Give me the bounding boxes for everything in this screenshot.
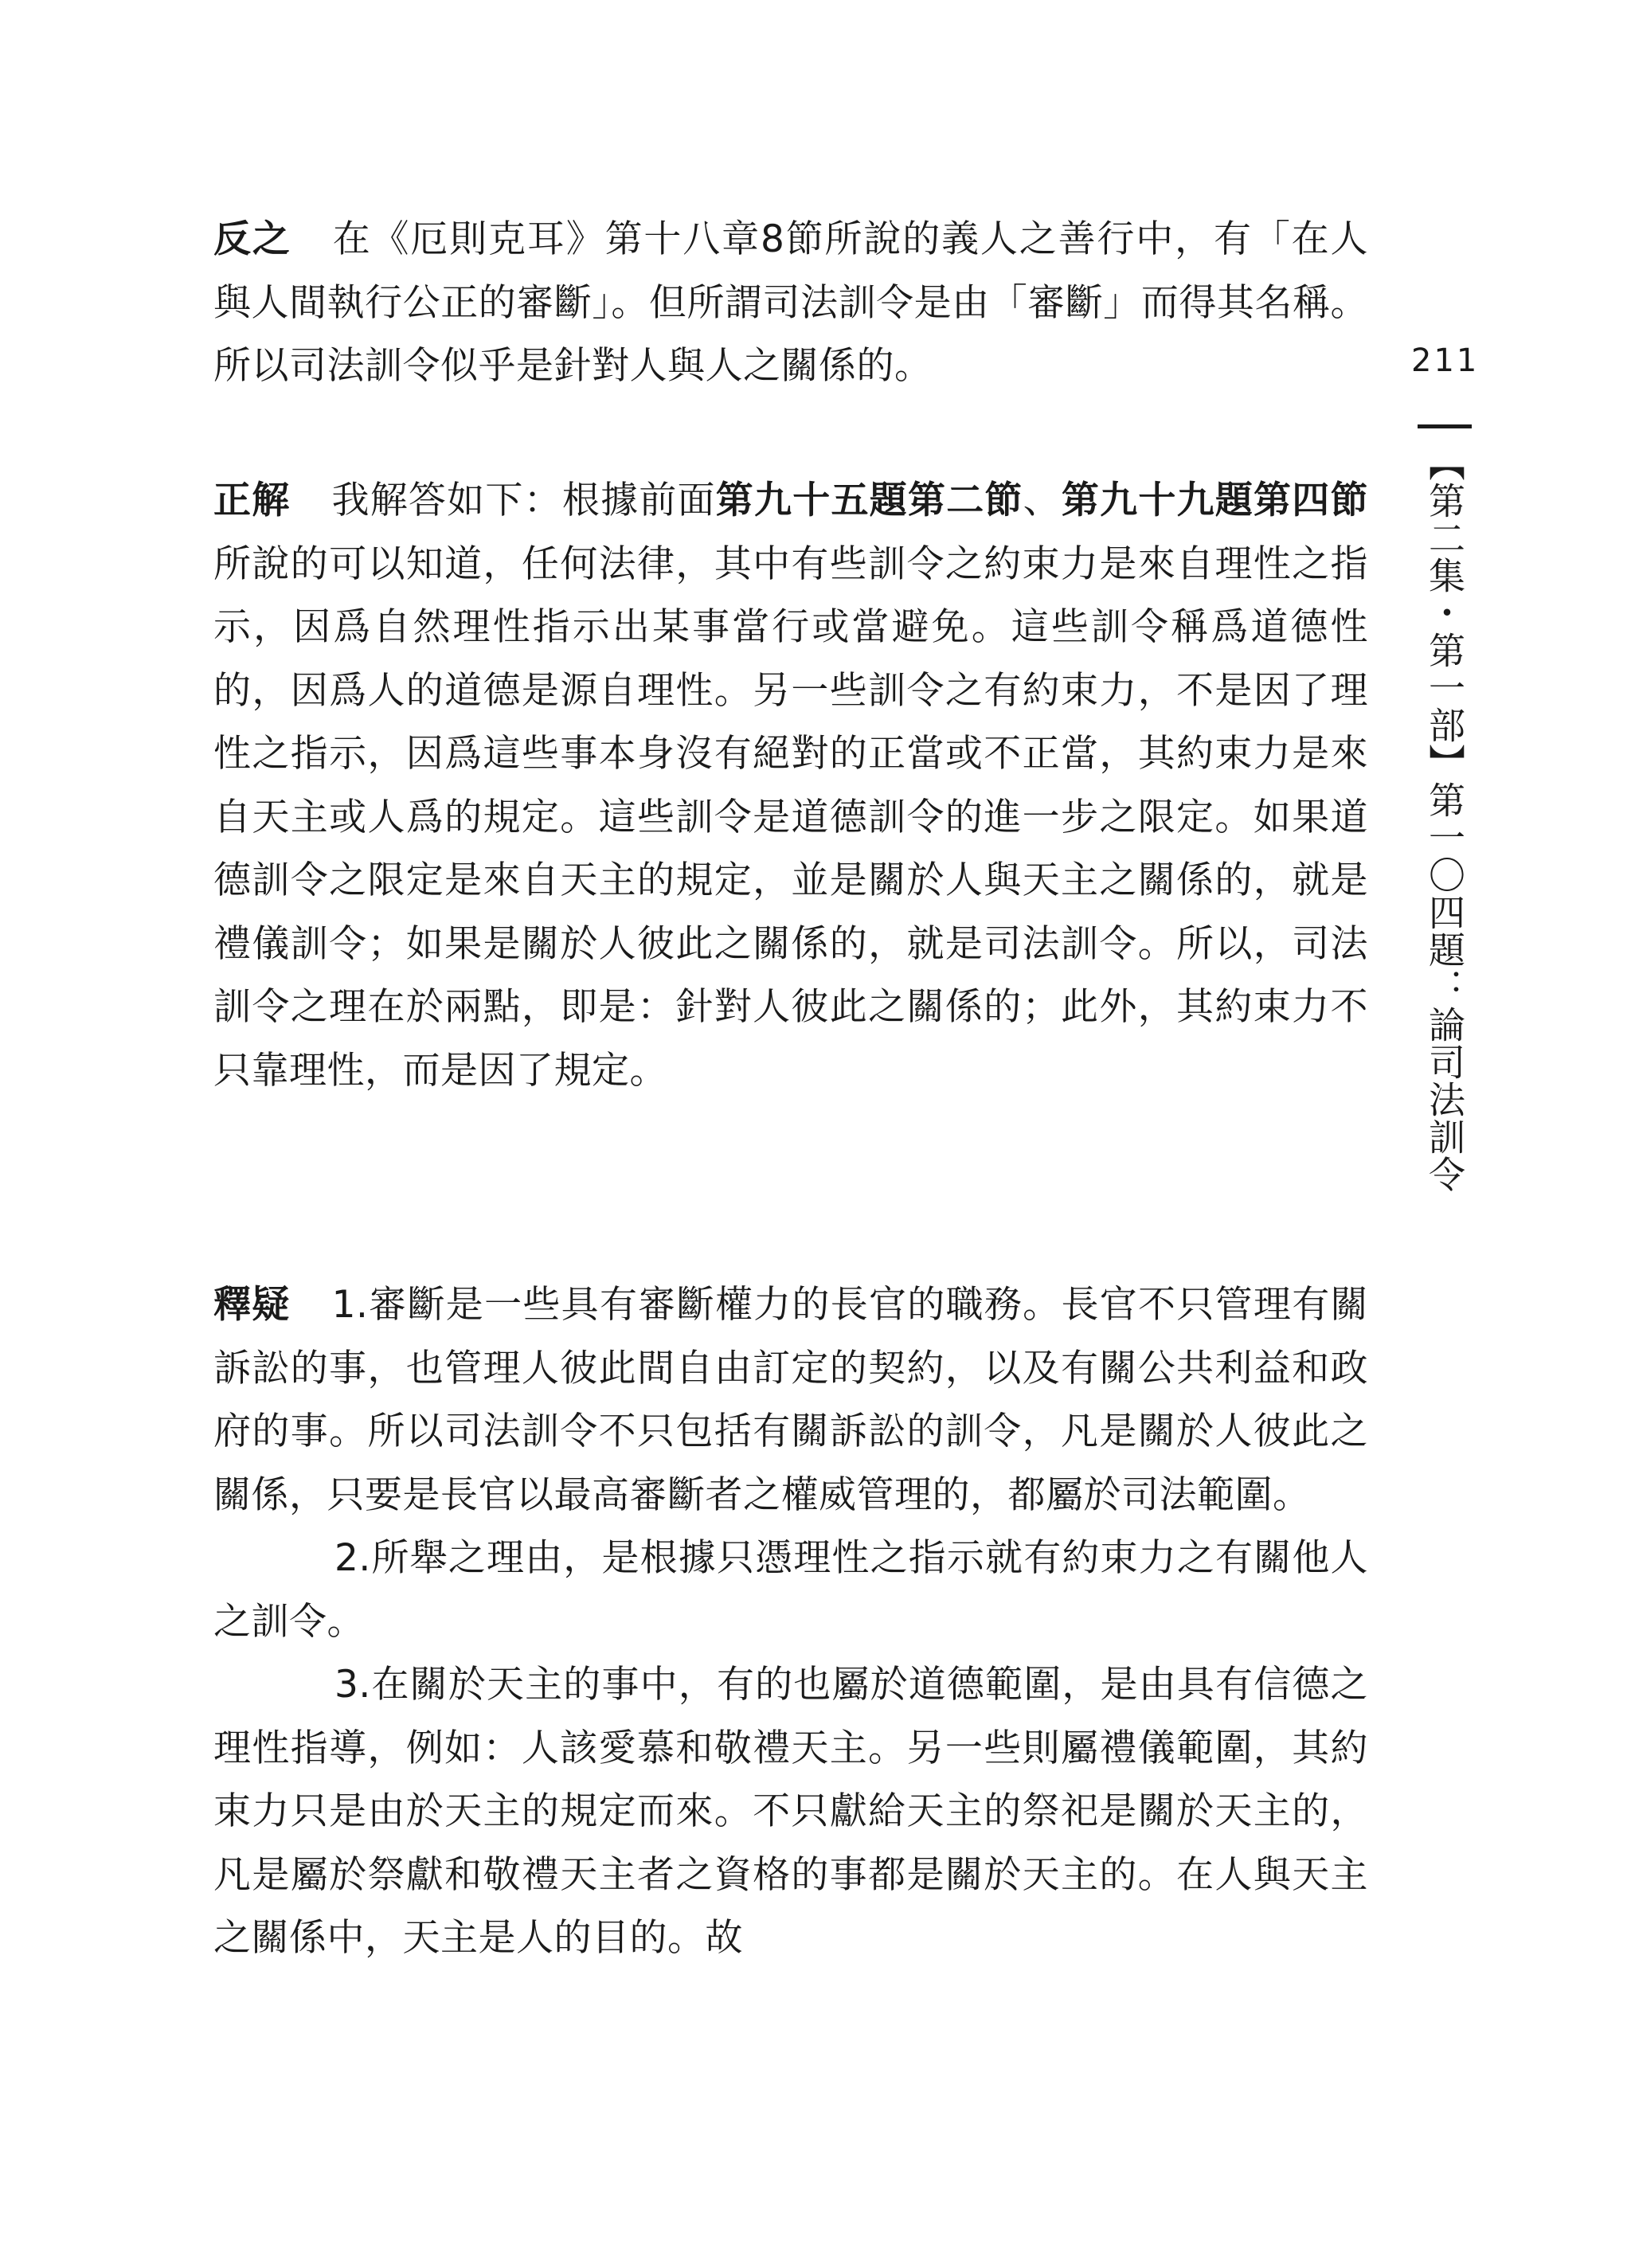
reply-1-text: 1.審斷是一些具有審斷權力的長官的職務。長官不只管理有關訴訟的事，也管理人彼此間自由訂定的契約，以及有關公共利益和政府的事。所以司法訓令不只包括有關訴訟的訓令，凡是關於人彼此之關係，只要是長官以最高審斷者之權威管理的，都屬於司法範圍。 bbox=[213, 1283, 1369, 1517]
reply-3: 3.在關於天主的事中，有的也屬於道德範圍，是由具有信德之理性指導，例如：人該愛慕和敬禮天主。另一些則屬禮儀範圍，其約束力只是由於天主的規定而來。不只獻給天主的祭祀是關於天主的，凡是屬於祭獻和敬禮天主者之資格的事都是關於天主的。在人與天主之關係中，天主是人的目的。故 bbox=[213, 1663, 1368, 1960]
answer-section bbox=[213, 469, 1368, 1102]
contra-text-2: 。但所謂司法訓令是由「審斷」而得其名稱。所以司法訓令似乎是針對人與人之關係的。 bbox=[213, 280, 1369, 388]
reply-2: 2.所舉之理由，是根據只憑理性之指示就有約束力之有關他人之訓令。 bbox=[213, 1536, 1368, 1644]
contra-text-1: 在《厄則克耳》第十八章8節所說的義人之善行中，有 bbox=[332, 217, 1253, 261]
reply-1 bbox=[213, 1273, 1368, 1527]
answer-text-2: 所說的可以知道，任何法律，其中有些訓令之約束力是來自理性之指示，因爲自然理性指示出某事當行或當避免。這些訓令稱爲道德性的，因爲人的道德是源自理性。另一些訓令之有約束力，不是因了理性之指示，因爲這些事本身沒有絕對的正當或不正當，其約束力是來自天主或人爲的規定。這些訓令是道德訓令的進一步之限定。如果道德訓令之限定是來自天主的規定，並是關於人與天主之關係的，就是禮儀訓令；如果是關於人彼此之關係的，就是司法訓令。所以，司法訓令之理在於兩點，即是：針對人彼此之關係的；此外，其約束力不只靠理性，而是因了規定。 bbox=[213, 542, 1368, 1093]
answer-separator: 、 bbox=[1023, 479, 1062, 522]
contra-heading: 反之 bbox=[213, 217, 291, 261]
contra-section bbox=[213, 208, 1368, 398]
answer-heading: 正解 bbox=[213, 479, 291, 522]
page-number: 211 bbox=[1411, 342, 1480, 379]
answer-text-1: 我解答如下：根據前面 bbox=[331, 479, 716, 522]
replies-section bbox=[213, 1273, 1368, 1970]
running-header: 【第二集・第一部】第一〇四題：論司法訓令 bbox=[1423, 444, 1466, 1193]
contra-paragraph bbox=[213, 208, 1368, 398]
contra-quote: 「在人與人間執行公正的審斷」 bbox=[213, 217, 1368, 325]
answer-paragraph bbox=[213, 469, 1368, 1102]
answer-reference-1: 第九十五題第二節 bbox=[715, 479, 1023, 522]
replies-heading: 釋疑 bbox=[213, 1283, 291, 1327]
running-header-rule bbox=[1418, 424, 1472, 428]
answer-reference-2: 第九十九題第四節 bbox=[1061, 479, 1369, 522]
